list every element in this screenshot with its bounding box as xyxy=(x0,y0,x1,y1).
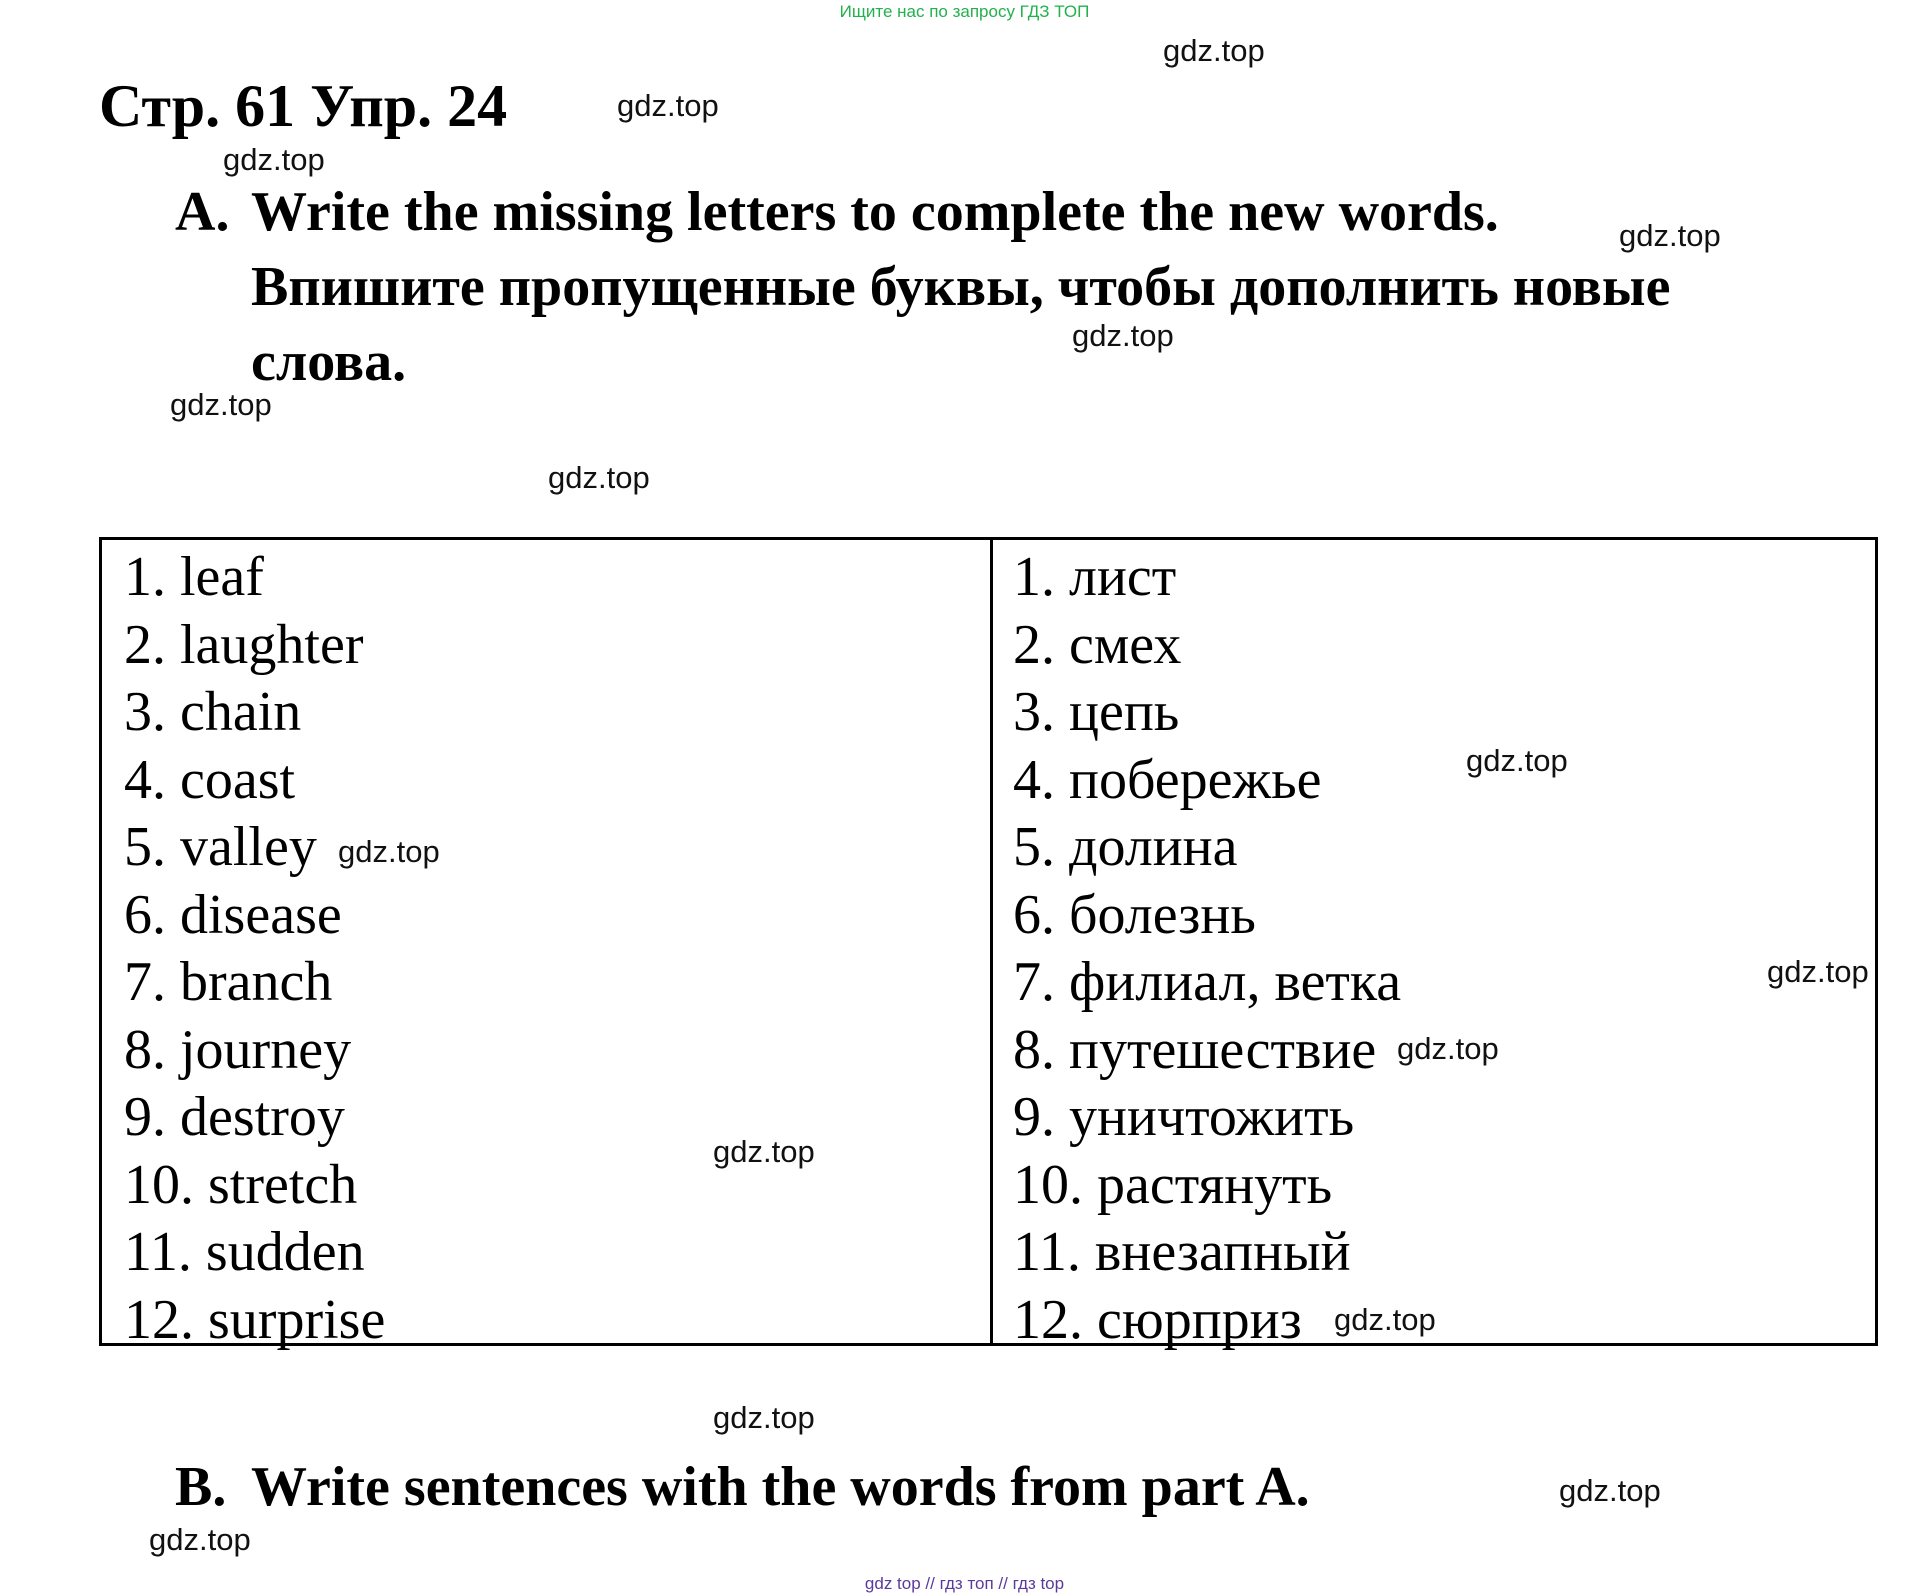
russian-word: 2. смех xyxy=(1013,613,1182,676)
english-word: 11. sudden xyxy=(124,1221,365,1283)
russian-word: 5. долина xyxy=(1013,816,1238,878)
section-a-instruction-en: Write the missing letters to complete the new words. xyxy=(251,181,1499,243)
watermark: gdz.top xyxy=(1163,33,1265,68)
russian-word: 10. растянуть xyxy=(1013,1153,1333,1216)
watermark: gdz.top xyxy=(223,142,325,177)
english-word: 2. laughter xyxy=(124,613,364,676)
watermark: gdz.top xyxy=(1397,1031,1499,1066)
english-word: 10. stretch xyxy=(124,1153,358,1216)
russian-column xyxy=(1013,544,1401,1354)
watermark: gdz.top xyxy=(1334,1302,1436,1337)
watermark: gdz.top xyxy=(1619,218,1721,253)
watermark: gdz.top xyxy=(149,1522,251,1557)
watermark: gdz.top xyxy=(713,1134,815,1169)
russian-word: 6. болезнь xyxy=(1013,883,1256,946)
watermark: gdz.top xyxy=(617,88,719,123)
watermark: gdz.top xyxy=(1559,1473,1661,1508)
bottom-links[interactable]: gdz top // гдз топ // гдз top xyxy=(864,1574,1065,1593)
russian-word: 11. внезапный xyxy=(1013,1221,1351,1283)
section-b-instruction: Write sentences with the words from part A. xyxy=(251,1456,1310,1518)
english-word: 7. branch xyxy=(124,951,333,1013)
russian-word: 12. сюрприз xyxy=(1013,1288,1302,1351)
watermark: gdz.top xyxy=(170,387,272,422)
english-word: 9. destroy xyxy=(124,1086,345,1148)
english-word: 1. leaf xyxy=(124,546,264,608)
section-b-letter: B. xyxy=(175,1456,227,1518)
russian-word: 8. путешествие xyxy=(1013,1018,1377,1081)
vocabulary-table xyxy=(99,537,1878,1351)
russian-word: 3. цепь xyxy=(1013,681,1180,743)
column-divider xyxy=(990,540,993,1343)
section-a-instruction-ru-line1: Впишите пропущенные буквы, чтобы дополнить новые xyxy=(251,256,1671,318)
watermark: gdz.top xyxy=(338,834,440,869)
watermark: gdz.top xyxy=(1466,743,1568,778)
page-title: Стр. 61 Упр. 24 xyxy=(99,73,508,139)
top-banner[interactable]: Ищите нас по запросу ГДЗ ТОП xyxy=(839,2,1090,21)
russian-word: 4. побережье xyxy=(1013,748,1322,811)
russian-word: 7. филиал, ветка xyxy=(1013,951,1402,1013)
russian-word: 1. лист xyxy=(1013,546,1177,608)
english-word: 6. disease xyxy=(124,883,342,946)
section-a-instruction-ru-line2: слова. xyxy=(251,331,407,393)
watermark: gdz.top xyxy=(1072,318,1174,353)
watermark: gdz.top xyxy=(1767,954,1869,989)
english-column xyxy=(124,544,385,1354)
english-word: 4. coast xyxy=(124,748,296,811)
watermark: gdz.top xyxy=(713,1400,815,1435)
english-word: 8. journey xyxy=(124,1018,352,1081)
english-word: 12. surprise xyxy=(124,1288,386,1351)
english-word: 3. chain xyxy=(124,681,302,743)
russian-word: 9. уничтожить xyxy=(1013,1086,1355,1148)
watermark: gdz.top xyxy=(548,460,650,495)
section-a-letter: A. xyxy=(175,181,230,243)
english-word: 5. valley xyxy=(124,816,317,878)
